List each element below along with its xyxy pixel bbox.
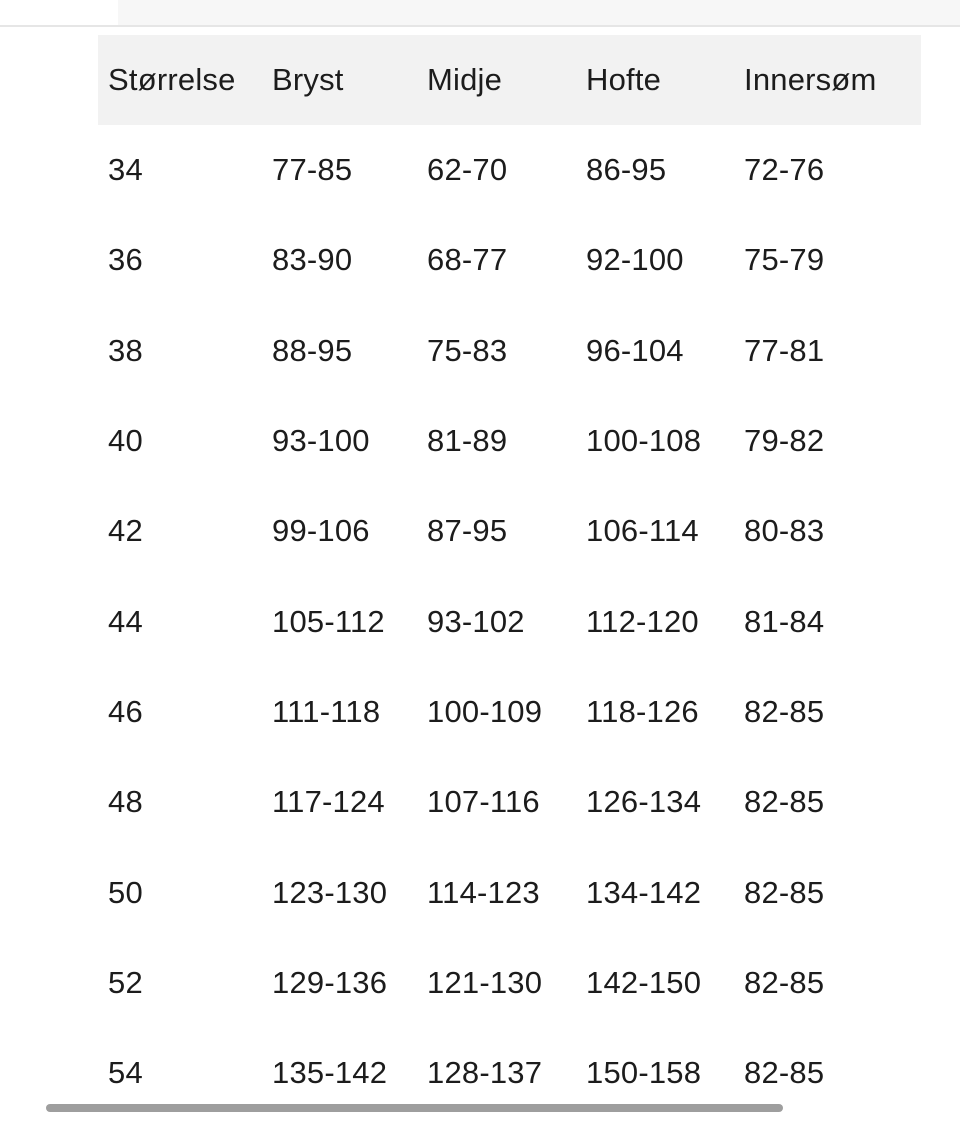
header-hip: Hofte [586,62,662,97]
header-inseam: Innersøm [744,62,877,97]
cell-hip: 118-126 [586,693,699,729]
cell-inseam: 82-85 [744,964,825,1000]
cell-chest: 135-142 [272,1055,388,1091]
table-row [98,396,921,486]
table-header-row [98,35,921,125]
size-table-container[interactable] [98,35,921,1118]
cell-waist: 93-102 [427,603,525,639]
cell-chest: 93-100 [272,423,370,459]
cell-chest: 129-136 [272,964,388,1000]
cell-waist: 81-89 [427,423,508,459]
table-row [98,306,921,396]
table-row [98,938,921,1028]
cell-chest: 105-112 [272,603,385,639]
cell-hip: 142-150 [586,964,702,1000]
cell-chest: 111-118 [272,693,381,729]
cell-size: 42 [108,513,143,549]
cell-waist: 121-130 [427,964,543,1000]
cell-inseam: 82-85 [744,784,825,820]
table-row [98,215,921,305]
cell-hip: 106-114 [586,513,699,549]
header-waist: Midje [427,62,503,97]
table-row [98,757,921,847]
cell-chest: 88-95 [272,332,353,368]
cell-chest: 83-90 [272,242,353,278]
table-row [98,847,921,937]
cell-chest: 99-106 [272,513,370,549]
cell-size: 40 [108,423,143,459]
cell-hip: 112-120 [586,603,699,639]
cell-waist: 68-77 [427,242,508,278]
cell-inseam: 82-85 [744,1055,825,1091]
cell-hip: 86-95 [586,152,667,188]
cell-chest: 117-124 [272,784,385,820]
cell-inseam: 72-76 [744,152,825,188]
cell-waist: 114-123 [427,874,540,910]
cell-hip: 100-108 [586,423,702,459]
cell-inseam: 80-83 [744,513,825,549]
cell-hip: 126-134 [586,784,702,820]
cell-hip: 150-158 [586,1055,702,1091]
cell-waist: 100-109 [427,693,543,729]
cell-inseam: 79-82 [744,423,825,459]
table-body [98,125,921,1118]
cell-size: 48 [108,784,143,820]
table-row [98,125,921,215]
cell-waist: 107-116 [427,784,540,820]
top-bar [118,0,960,25]
header-chest: Bryst [272,62,344,97]
cell-inseam: 82-85 [744,874,825,910]
cell-inseam: 77-81 [744,332,825,368]
cell-chest: 77-85 [272,152,353,188]
cell-inseam: 75-79 [744,242,825,278]
cell-hip: 96-104 [586,332,684,368]
cell-waist: 75-83 [427,332,508,368]
cell-size: 34 [108,152,143,188]
cell-size: 50 [108,874,143,910]
cell-waist: 128-137 [427,1055,543,1091]
cell-waist: 87-95 [427,513,508,549]
cell-size: 36 [108,242,143,278]
cell-inseam: 82-85 [744,693,825,729]
horizontal-scrollbar[interactable] [46,1104,783,1112]
size-table [98,35,921,1118]
cell-size: 46 [108,693,143,729]
cell-chest: 123-130 [272,874,388,910]
cell-size: 44 [108,603,143,639]
top-divider [0,25,960,27]
scrollbar-thumb[interactable] [46,1104,783,1112]
cell-size: 38 [108,332,143,368]
table-row [98,486,921,576]
cell-size: 52 [108,964,143,1000]
cell-hip: 134-142 [586,874,702,910]
header-size: Størrelse [108,62,236,97]
table-row [98,667,921,757]
cell-size: 54 [108,1055,143,1091]
cell-waist: 62-70 [427,152,508,188]
table-row [98,576,921,666]
cell-hip: 92-100 [586,242,684,278]
cell-inseam: 81-84 [744,603,825,639]
